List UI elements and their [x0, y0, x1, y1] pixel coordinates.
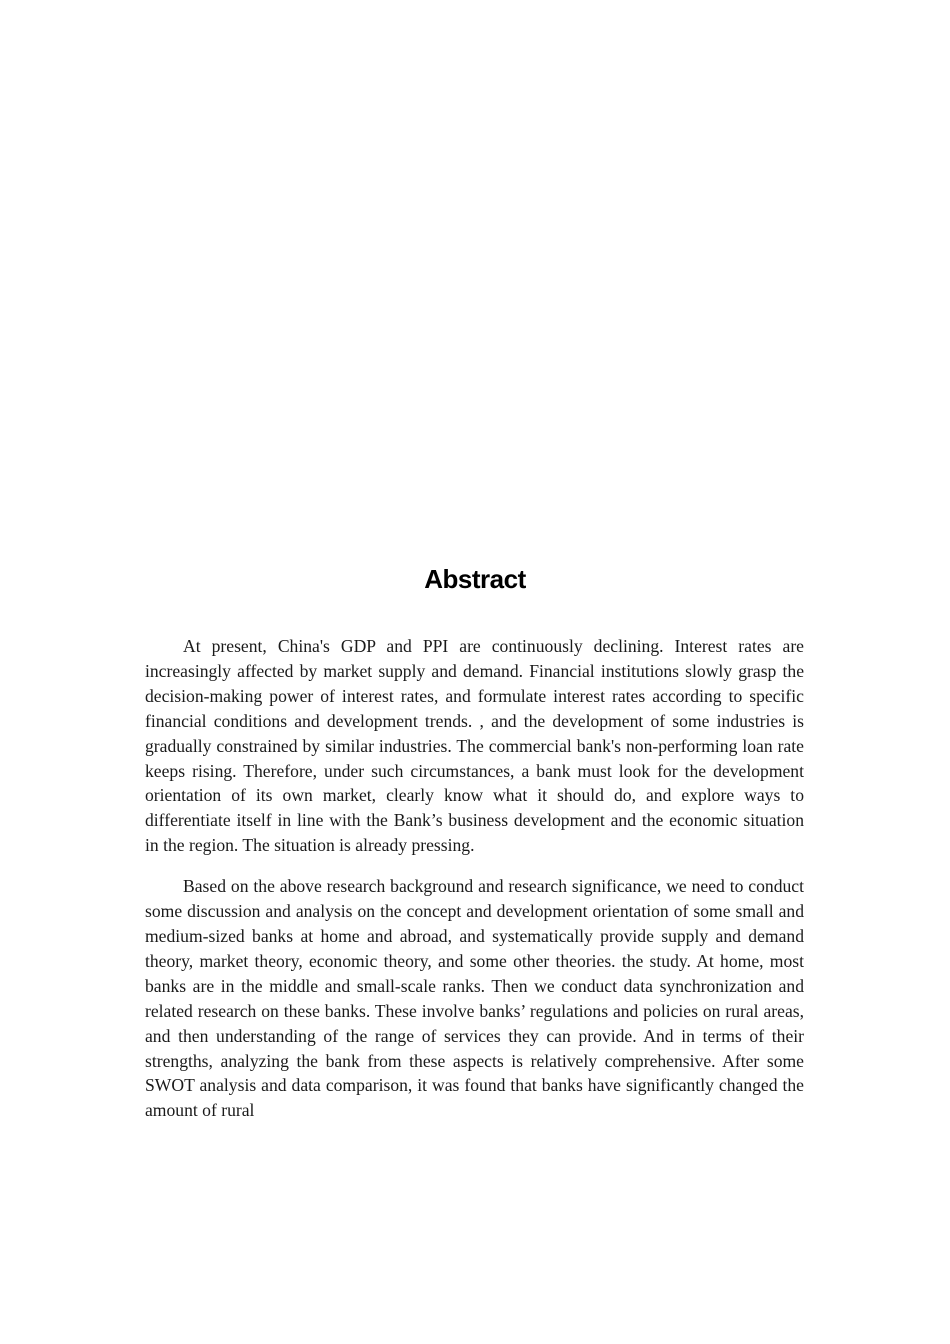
abstract-paragraph-2: Based on the above research background and research significance, we need to conduct some discussion and analysis on the concept and development orientation of some small and medium-sized banks at home and abroad, and systematically provide supply and demand theory, market theory, economic theory, and some other theories. the study. At home, most banks are in the middle and small-scale ranks. Then we conduct data synchronization and related research on these banks. These involve banks’ regulations and policies on rural areas, and then understanding of the range of services they can provide. And in terms of their strengths, analyzing the bank from these aspects is relatively comprehensive. After some SWOT analysis and data comparison, it was found that banks have significantly changed the amount of rural: [145, 876, 804, 1121]
abstract-paragraph-1: At present, China's GDP and PPI are continuously declining. Interest rates are increasingly affected by market supply and demand. Financial institutions slowly grasp the decision-making power of interest rates, and formulate interest rates according to specific financial conditions and development trends. , and the development of some industries is gradually constrained by similar industries. The commercial bank's non-performing loan rate keeps rising. Therefore, under such circumstances, a bank must look for the development orientation of its own market, clearly know what it should do, and explore ways to differentiate itself in line with the Bank’s business development and the economic situation in the region. The situation is already pressing.: [145, 636, 804, 856]
page-title: Abstract: [424, 564, 526, 594]
abstract-body: [145, 634, 804, 1123]
